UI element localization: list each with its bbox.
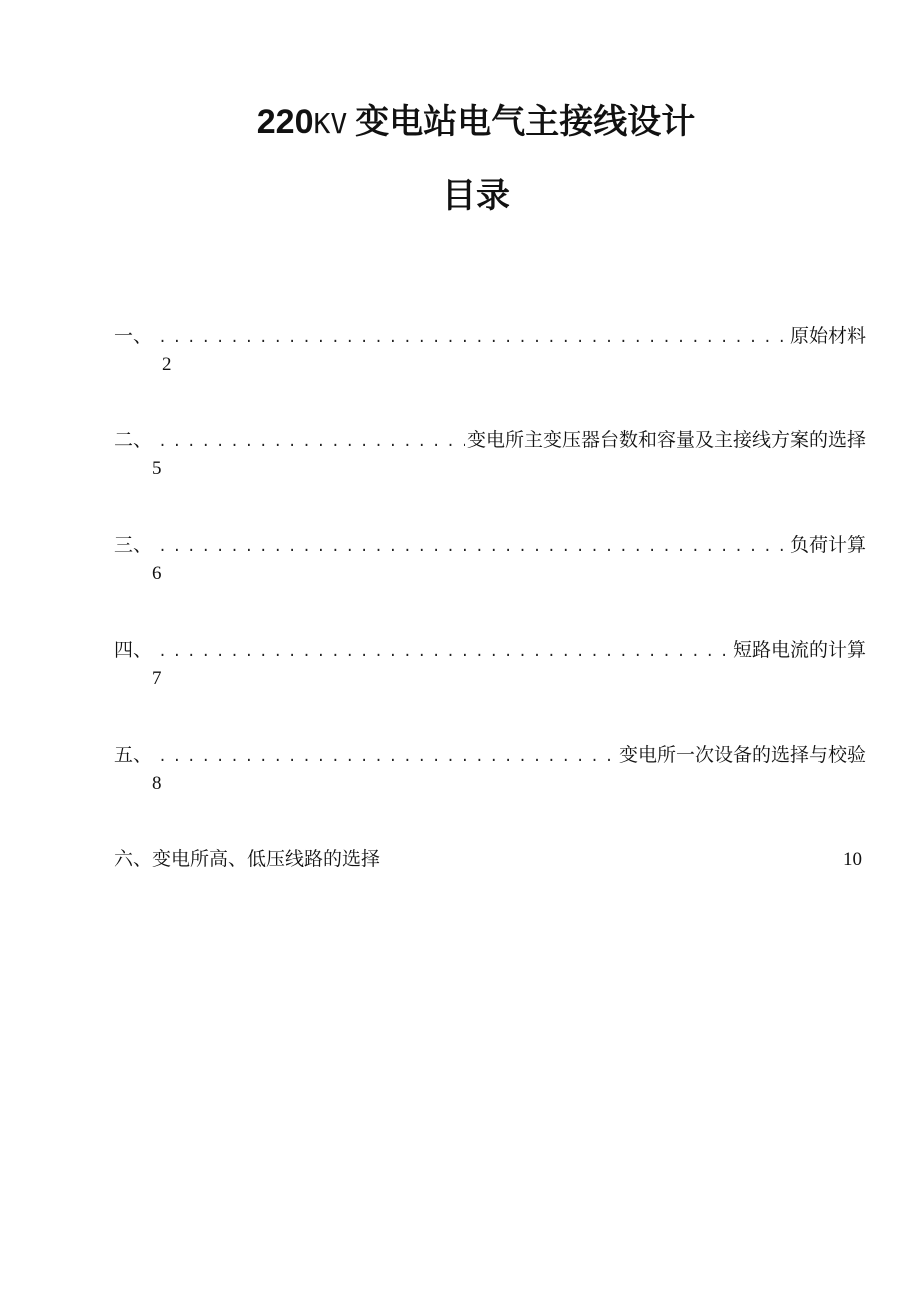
toc-entry-line: [114, 742, 866, 771]
toc-entry-line: [114, 532, 866, 561]
toc-entry-marker: 二、: [114, 429, 153, 451]
toc-entry-page: 7: [152, 668, 162, 689]
toc-entry-1[interactable]: [114, 323, 866, 378]
toc-entry-line: [114, 323, 866, 352]
document-title: [0, 100, 920, 146]
toc-entry-line: [114, 637, 866, 666]
toc-entry-title[interactable]: 变电所高、低压线路的选择: [152, 848, 381, 870]
toc-entry-marker: 三、: [114, 534, 153, 556]
toc-entry-marker: 六、: [114, 848, 153, 870]
document-title-text: 变电站电气主接线设计: [355, 102, 696, 142]
toc-dot-leader: [158, 640, 731, 666]
toc-entry-title[interactable]: 变电所主变压器台数和容量及主接线方案的选择: [466, 429, 866, 451]
toc-entry-line: [114, 427, 866, 456]
toc-entry-title[interactable]: 原始材料: [789, 325, 866, 347]
toc-entry-marker: 一、: [114, 325, 153, 347]
toc-entry-page: 8: [152, 773, 162, 794]
toc-entry-title[interactable]: 短路电流的计算: [732, 639, 866, 661]
toc-dot-leader: [158, 745, 617, 771]
toc-dot-leader: [158, 326, 788, 352]
toc-entry-title[interactable]: 负荷计算: [789, 534, 866, 556]
toc-heading: 目录: [442, 176, 510, 216]
toc-entry-4[interactable]: [114, 637, 866, 692]
toc-entry-2[interactable]: [114, 427, 866, 482]
toc-entry-page: 5: [152, 458, 162, 479]
toc-entry-title[interactable]: 变电所一次设备的选择与校验: [618, 744, 866, 766]
toc-entry-page: 2: [162, 354, 172, 375]
toc-entry-3[interactable]: [114, 532, 866, 587]
document-title-number: 220: [256, 103, 314, 141]
document-title-unit: KV: [313, 107, 348, 140]
toc-dot-leader: [158, 535, 788, 561]
toc-entry-line: [114, 846, 866, 873]
toc-entry-6[interactable]: [114, 846, 866, 873]
toc-entry-marker: 五、: [114, 744, 153, 766]
toc-entry-page: 6: [152, 563, 162, 584]
toc-entry-5[interactable]: [114, 742, 866, 797]
toc-entry-marker: 四、: [114, 639, 153, 661]
toc-dot-leader: [158, 430, 465, 456]
toc-entry-page: 10: [843, 849, 862, 870]
